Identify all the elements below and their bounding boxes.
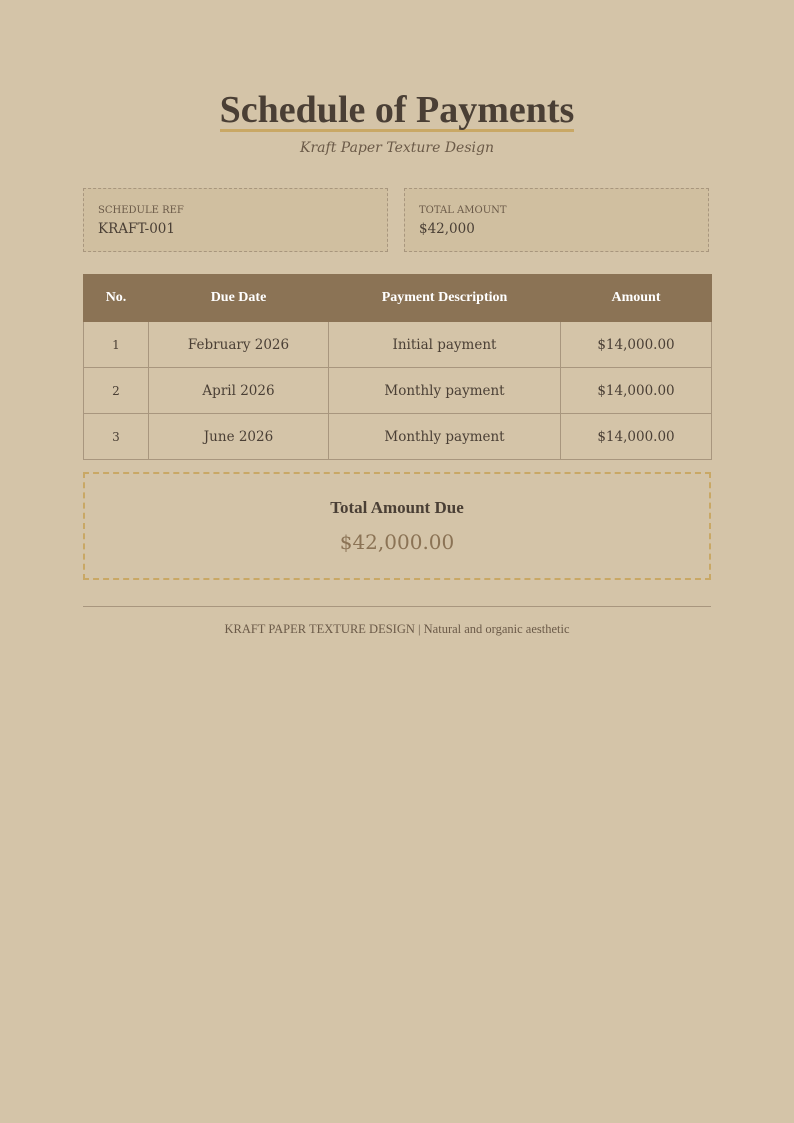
schedule-ref-box: [83, 188, 388, 252]
column-header-no: No.: [84, 275, 149, 322]
total-amount-value: $42,000: [419, 221, 475, 237]
cell-no: 3: [84, 414, 149, 460]
cell-amount: $14,000.00: [561, 368, 712, 414]
cell-description: Monthly payment: [329, 368, 561, 414]
table-row: [84, 414, 712, 460]
total-due-label: Total Amount Due: [330, 498, 464, 517]
footer-text: KRAFT PAPER TEXTURE DESIGN | Natural and organic aesthetic: [224, 622, 570, 636]
page-subtitle: Kraft Paper Texture Design: [300, 140, 494, 156]
total-due-box: [83, 472, 711, 580]
column-header-description: Payment Description: [329, 275, 561, 322]
page-title: [83, 88, 711, 132]
cell-amount: $14,000.00: [561, 414, 712, 460]
column-header-amount: Amount: [561, 275, 712, 322]
footer-divider: [83, 606, 711, 607]
cell-description: Initial payment: [329, 322, 561, 368]
table-row: [84, 322, 712, 368]
cell-due-date: February 2026: [149, 322, 329, 368]
payments-table: [83, 274, 712, 460]
total-due-value: $42,000.00: [339, 530, 455, 554]
total-amount-label: TOTAL AMOUNT: [419, 205, 507, 216]
schedule-ref-value: KRAFT-001: [98, 221, 175, 237]
total-amount-box: [404, 188, 709, 252]
cell-no: 2: [84, 368, 149, 414]
cell-no: 1: [84, 322, 149, 368]
page-title-text: Schedule of Payments: [219, 89, 575, 131]
cell-description: Monthly payment: [329, 414, 561, 460]
table-row: [84, 368, 712, 414]
cell-due-date: June 2026: [149, 414, 329, 460]
column-header-due-date: Due Date: [149, 275, 329, 322]
schedule-ref-label: SCHEDULE REF: [98, 205, 184, 216]
table-header-row: [84, 275, 712, 322]
cell-due-date: April 2026: [149, 368, 329, 414]
cell-amount: $14,000.00: [561, 322, 712, 368]
